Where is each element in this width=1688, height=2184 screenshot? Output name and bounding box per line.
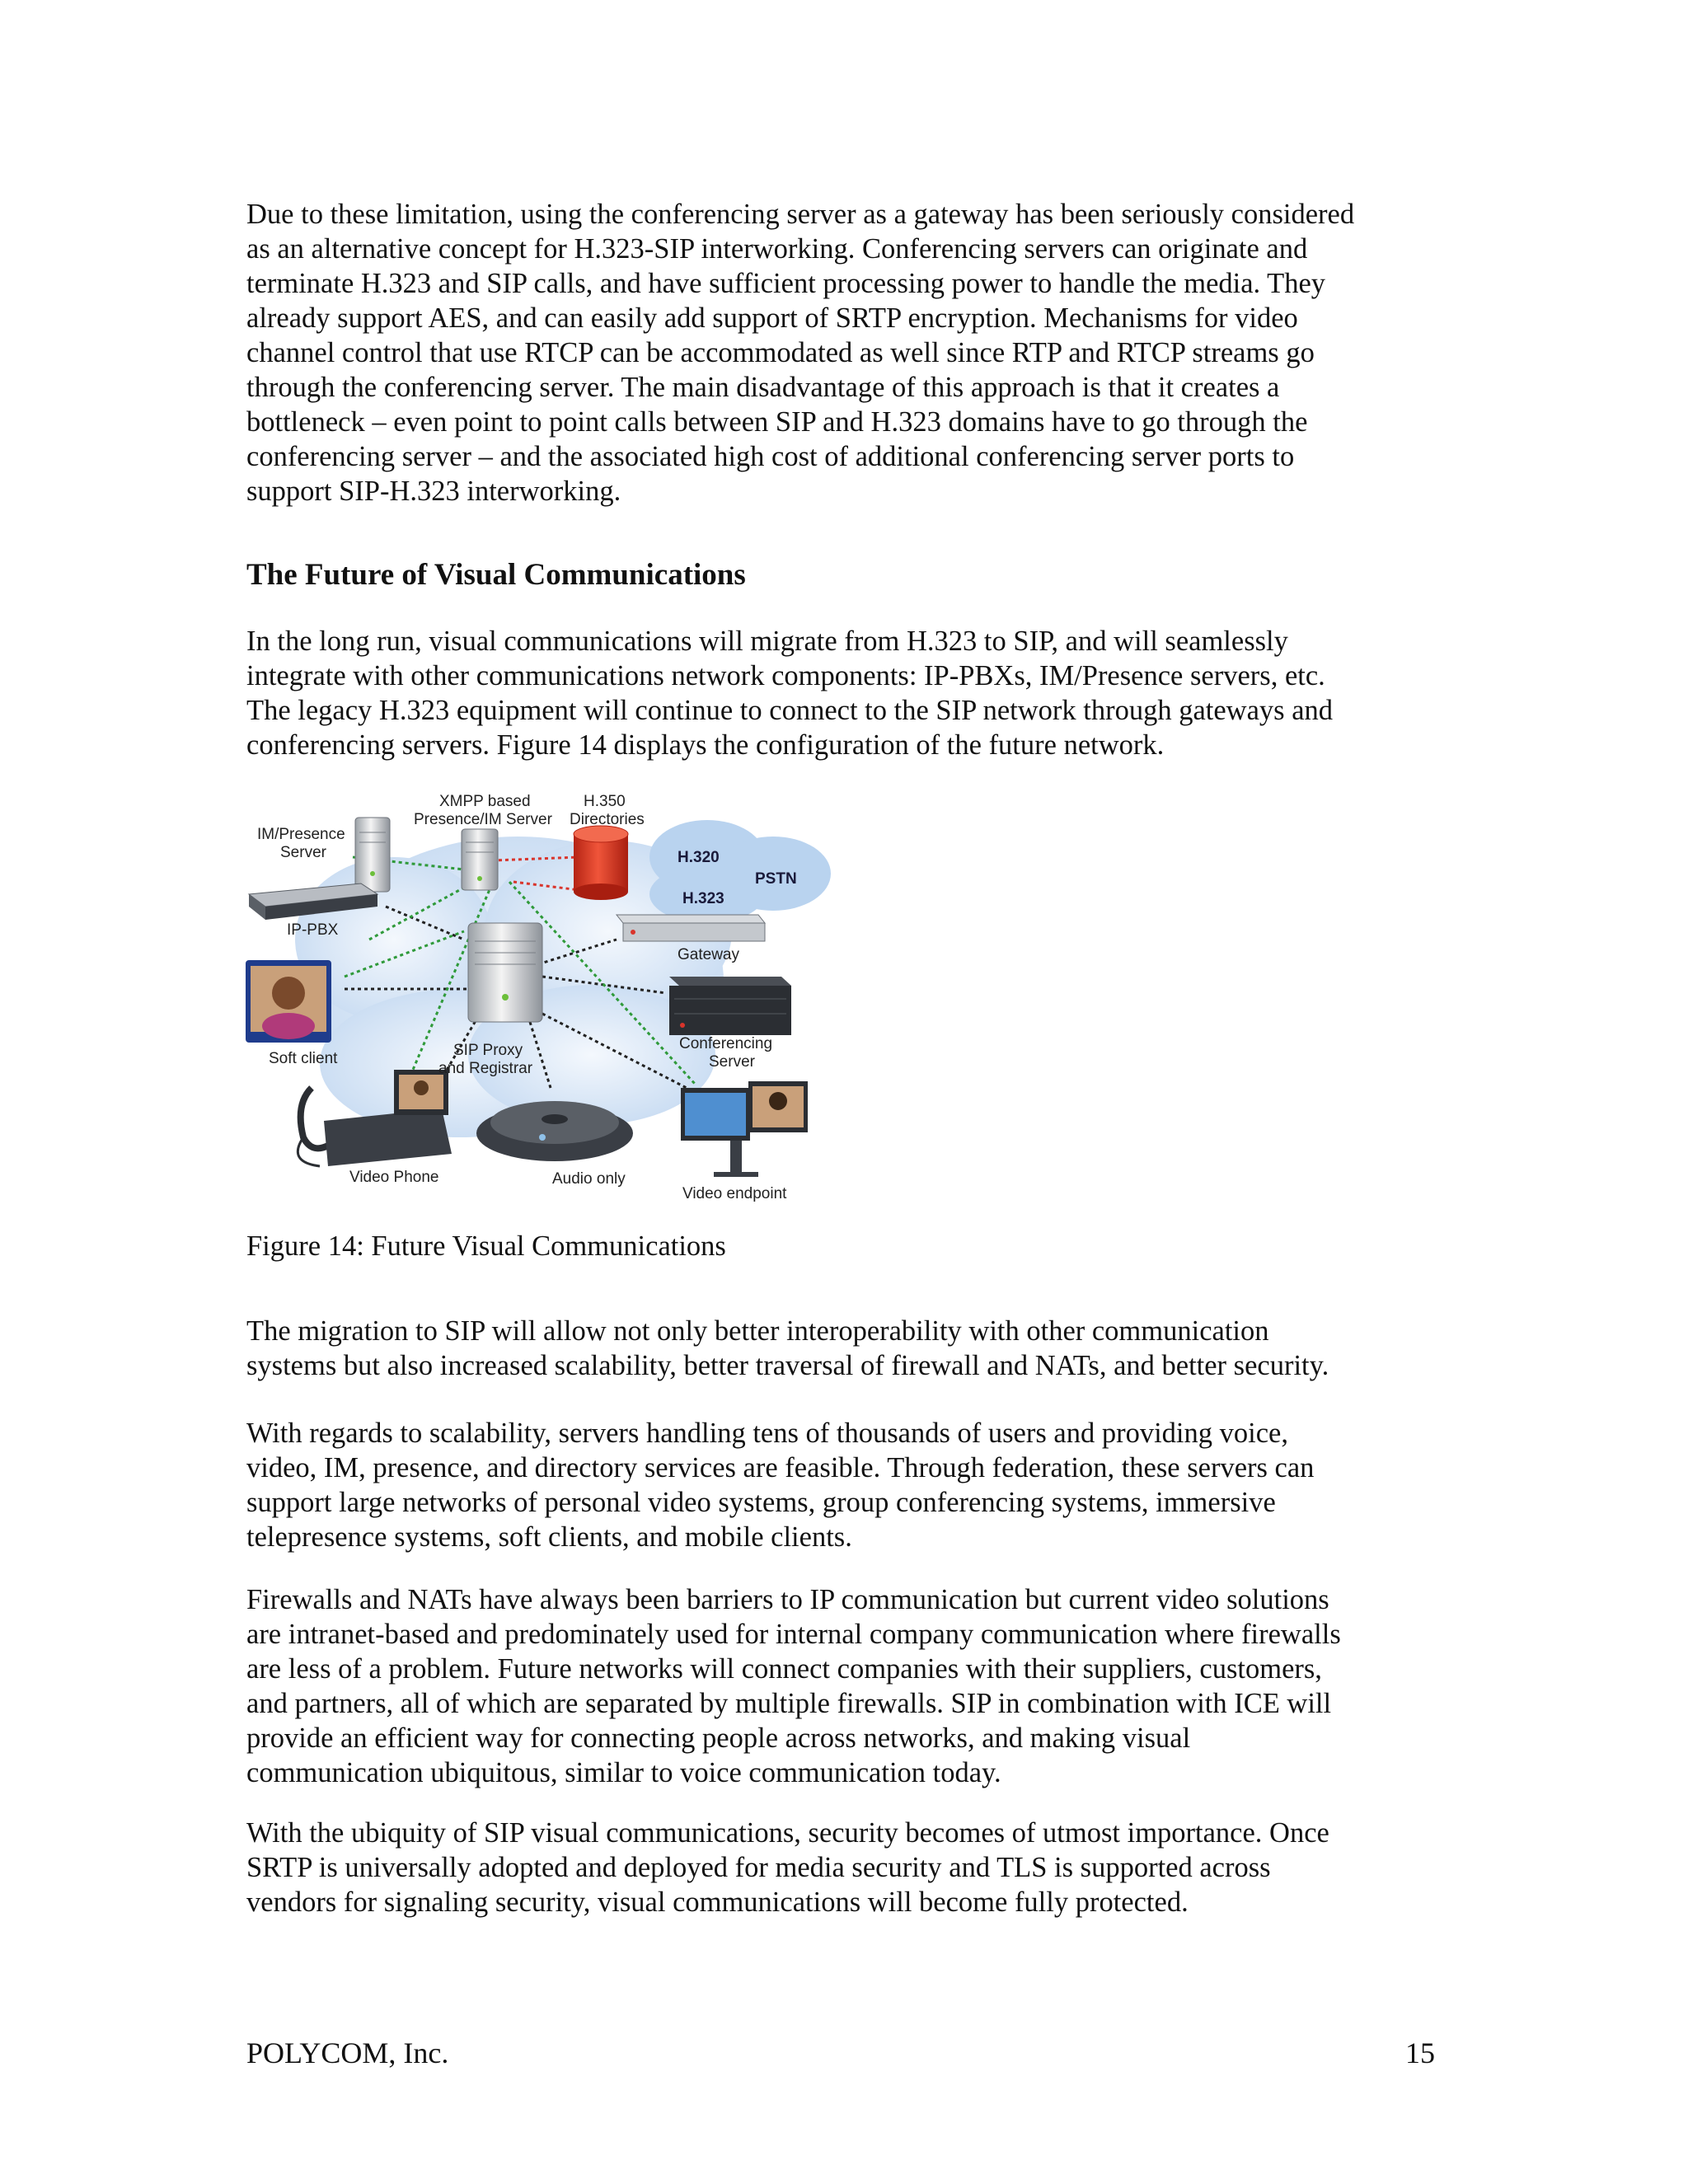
label-gateway: Gateway [678,946,739,963]
label-audio-only: Audio only [552,1170,626,1188]
paragraph-long-run-migration: In the long run, visual communications will migrate from H.323 to SIP, and will seamlessly integrate with other communications network components: IP-PBXs, IM/Presence servers, etc. The legacy H.323 equipment will continue to connect to the SIP network through gateways and conferencing servers. Figure 14 displays the configuration of the future network. [246,626,1334,761]
paragraph-gateway-limitations: Due to these limitation, using the conferencing server as a gateway has been seriously considered as an alternative concept for H.323-SIP interworking. Conferencing servers can originate and terminate H.323 and SIP calls, and have sufficient processing power to handle the media. They already support AES, and can easily add support of SRTP encryption. Mechanisms for video channel control that use RTCP can be accommodated as well since RTP and RTCP streams go through the conferencing server. The main disadvantage of this approach is that it creates a bottleneck – even point to point calls between SIP and H.323 domains have to go through the conferencing server – and the associated high cost of additional conferencing server ports to support SIP-H.323 interworking. [246,199,1355,507]
label-sip-proxy-2: and Registrar [438,1060,533,1077]
label-soft-client: Soft client [269,1050,338,1067]
label-im-presence-2: Server [280,844,326,861]
label-pstn: PSTN [755,870,797,888]
label-conf-server-2: Server [709,1053,755,1071]
soft-client-icon [246,960,331,1043]
label-ip-pbx: IP-PBX [287,921,339,939]
network-diagram [246,791,839,1203]
label-video-endpoint: Video endpoint [682,1185,787,1202]
paragraph-firewalls-nats: Firewalls and NATs have always been barriers to IP communication but current video solutions are intranet-based and predominately used for internal company communication where firewalls are less of a problem. Future networks will connect companies with their suppliers, customers, and partners, all of which are separated by multiple firewalls. SIP in combination with ICE will provide an efficient way for connecting people across networks, and making visual communication ubiquitous, similar to voice communication today. [246,1584,1341,1788]
pstn-cloud [649,820,831,923]
section-heading: The Future of Visual Communications [246,558,746,592]
footer-company: POLYCOM, Inc. [246,2036,449,2069]
label-xmpp-2: Presence/IM Server [414,811,552,828]
xmpp-presence-server-icon [462,829,498,890]
label-h320: H.320 [678,849,720,866]
label-im-presence-1: IM/Presence [257,826,345,843]
label-conf-server-1: Conferencing [679,1035,773,1052]
network-diagram-figure [246,791,839,1203]
h350-directory-icon [574,826,628,900]
footer-page-number: 15 [1405,2036,1435,2069]
label-video-phone: Video Phone [349,1169,439,1186]
label-h323: H.323 [682,890,724,907]
label-sip-proxy-1: SIP Proxy [453,1042,523,1059]
video-endpoint-icon [681,1081,808,1177]
label-h350-2: Directories [570,811,645,828]
sip-proxy-server-icon [468,923,542,1022]
gateway-icon [617,915,765,941]
figure-caption: Figure 14: Future Visual Communications [246,1230,726,1262]
im-presence-server-icon [355,818,390,892]
paragraph-security: With the ubiquity of SIP visual communications, security becomes of utmost importance. Once SRTP is universally adopted and deployed for media security and TLS is supported across vendors for signaling security, visual communications will become fully protected. [246,1817,1329,1918]
label-h350-1: H.350 [584,793,626,810]
conferencing-server-icon [669,977,791,1035]
paragraph-scalability: With regards to scalability, servers handling tens of thousands of users and providing voice, video, IM, presence, and directory services are feasible. Through federation, these servers can support large networks of personal video systems, group conferencing systems, immersive telepresence systems, soft clients, and mobile clients. [246,1418,1315,1553]
paragraph-migration-benefits: The migration to SIP will allow not only better interoperability with other communication systems but also increased scalability, better traversal of firewall and NATs, and better security. [246,1315,1329,1381]
label-xmpp-1: XMPP based [439,793,531,810]
